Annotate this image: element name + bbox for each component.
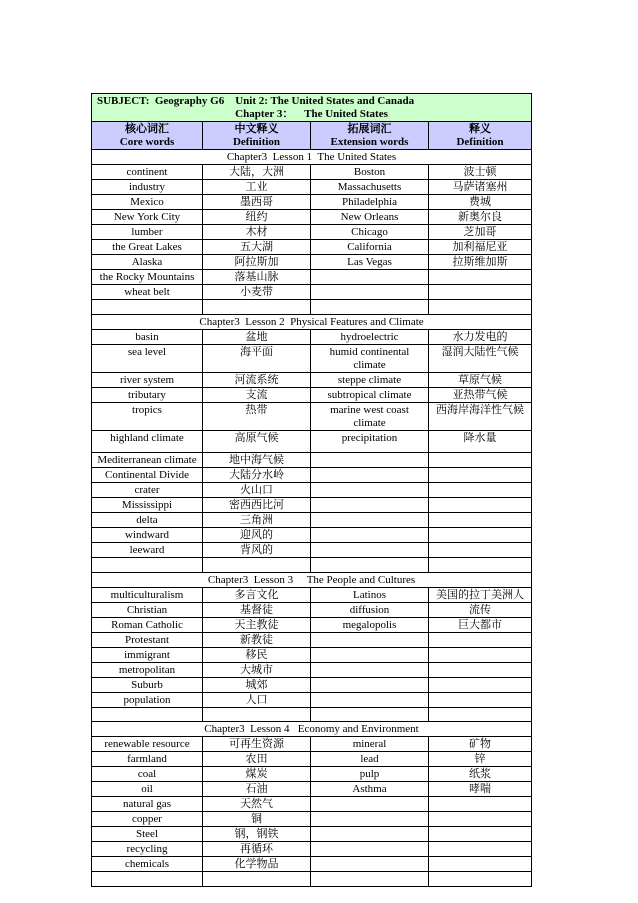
extension-word <box>311 285 429 300</box>
definition: 河流系统 <box>203 372 311 387</box>
core-word: tropics <box>92 402 203 430</box>
core-word: wheat belt <box>92 285 203 300</box>
core-word: recycling <box>92 842 203 857</box>
column-header-definition <box>203 122 311 150</box>
vocab-row <box>92 195 532 210</box>
core-word: river system <box>92 372 203 387</box>
vocab-row <box>92 602 532 617</box>
extension-definition <box>429 812 532 827</box>
extension-word <box>311 482 429 497</box>
extension-word <box>311 497 429 512</box>
vocab-row <box>92 857 532 872</box>
extension-definition: 降水量 <box>429 430 532 452</box>
subject-header-row <box>92 94 532 122</box>
vocab-row <box>92 165 532 180</box>
lesson-title-row <box>92 314 532 329</box>
core-word: Suburb <box>92 677 203 692</box>
definition: 化学物品 <box>203 857 311 872</box>
vocab-row <box>92 707 532 722</box>
lesson-title: Chapter3 Lesson 3 The People and Cultures <box>92 572 532 587</box>
definition: 三角洲 <box>203 512 311 527</box>
core-word: multiculturalism <box>92 587 203 602</box>
core-word: Continental Divide <box>92 467 203 482</box>
extension-word <box>311 270 429 285</box>
column-header-zh: 中文释义 <box>234 123 279 135</box>
extension-definition <box>429 797 532 812</box>
column-header-core-words <box>92 122 203 150</box>
column-header-extension-words <box>311 122 429 150</box>
extension-word <box>311 707 429 722</box>
vocab-row <box>92 827 532 842</box>
definition: 大陆，大洲 <box>203 165 311 180</box>
extension-definition: 水力发电的 <box>429 329 532 344</box>
definition: 密西西比河 <box>203 497 311 512</box>
core-word: population <box>92 692 203 707</box>
definition: 海平面 <box>203 344 311 372</box>
core-word: sea level <box>92 344 203 372</box>
core-word: delta <box>92 512 203 527</box>
extension-word: Massachusetts <box>311 180 429 195</box>
extension-word: hydroelectric <box>311 329 429 344</box>
core-word: farmland <box>92 752 203 767</box>
column-header-row <box>92 122 532 150</box>
definition: 支流 <box>203 387 311 402</box>
vocab-row <box>92 387 532 402</box>
subject-title: SUBJECT: Geography G6 Unit 2: The United States and Canada <box>97 95 415 107</box>
vocab-row <box>92 632 532 647</box>
definition: 木材 <box>203 225 311 240</box>
extension-word: pulp <box>311 767 429 782</box>
vocab-row <box>92 452 532 467</box>
core-word: Mediterranean climate <box>92 452 203 467</box>
core-word: Christian <box>92 602 203 617</box>
extension-definition: 流传 <box>429 602 532 617</box>
vocab-row <box>92 587 532 602</box>
definition: 可再生资源 <box>203 737 311 752</box>
vocab-row <box>92 752 532 767</box>
extension-definition: 马萨诸塞州 <box>429 180 532 195</box>
core-word: Mexico <box>92 195 203 210</box>
vocab-row <box>92 557 532 572</box>
extension-word: New Orleans <box>311 210 429 225</box>
vocab-row <box>92 737 532 752</box>
extension-definition: 草原气候 <box>429 372 532 387</box>
vocab-row <box>92 344 532 372</box>
extension-word: diffusion <box>311 602 429 617</box>
core-word: New York City <box>92 210 203 225</box>
vocab-row <box>92 692 532 707</box>
vocab-row <box>92 270 532 285</box>
extension-definition: 芝加哥 <box>429 225 532 240</box>
column-header-extension-definition <box>429 122 532 150</box>
definition <box>203 300 311 315</box>
core-word: basin <box>92 329 203 344</box>
definition: 城郊 <box>203 677 311 692</box>
definition: 热带 <box>203 402 311 430</box>
extension-definition <box>429 497 532 512</box>
definition: 天然气 <box>203 797 311 812</box>
core-word: Mississippi <box>92 497 203 512</box>
extension-word <box>311 842 429 857</box>
extension-word: humid continental climate <box>311 344 429 372</box>
lesson-title-row <box>92 150 532 165</box>
extension-definition: 湿润大陆性气候 <box>429 344 532 372</box>
definition: 铜 <box>203 812 311 827</box>
vocab-row <box>92 240 532 255</box>
definition: 人口 <box>203 692 311 707</box>
vocab-row <box>92 812 532 827</box>
extension-word <box>311 692 429 707</box>
extension-word: megalopolis <box>311 617 429 632</box>
core-word: immigrant <box>92 647 203 662</box>
definition: 墨西哥 <box>203 195 311 210</box>
extension-word <box>311 542 429 557</box>
extension-definition <box>429 482 532 497</box>
extension-definition: 哮喘 <box>429 782 532 797</box>
extension-definition <box>429 647 532 662</box>
extension-word: steppe climate <box>311 372 429 387</box>
column-header-zh: 释义 <box>469 123 492 135</box>
extension-word <box>311 632 429 647</box>
extension-definition <box>429 707 532 722</box>
extension-definition: 美国的拉丁美洲人 <box>429 587 532 602</box>
definition: 大城市 <box>203 662 311 677</box>
vocab-row <box>92 512 532 527</box>
core-word: Steel <box>92 827 203 842</box>
core-word <box>92 300 203 315</box>
vocabulary-body <box>92 150 532 887</box>
core-word <box>92 707 203 722</box>
extension-word: Boston <box>311 165 429 180</box>
vocab-row <box>92 300 532 315</box>
extension-definition: 巨大都市 <box>429 617 532 632</box>
core-word: the Great Lakes <box>92 240 203 255</box>
vocab-row <box>92 430 532 452</box>
extension-word <box>311 797 429 812</box>
vocab-row <box>92 617 532 632</box>
subject-header <box>92 94 532 122</box>
extension-definition <box>429 527 532 542</box>
lesson-title: Chapter3 Lesson 1 The United States <box>92 150 532 165</box>
definition <box>203 872 311 887</box>
core-word <box>92 557 203 572</box>
definition <box>203 707 311 722</box>
extension-word: lead <box>311 752 429 767</box>
extension-word <box>311 872 429 887</box>
core-word: continent <box>92 165 203 180</box>
extension-word: subtropical climate <box>311 387 429 402</box>
vocab-row <box>92 647 532 662</box>
extension-definition <box>429 857 532 872</box>
vocab-row <box>92 797 532 812</box>
core-word: metropolitan <box>92 662 203 677</box>
extension-definition: 锌 <box>429 752 532 767</box>
core-word: natural gas <box>92 797 203 812</box>
extension-definition <box>429 512 532 527</box>
extension-word: precipitation <box>311 430 429 452</box>
extension-definition: 拉斯维加斯 <box>429 255 532 270</box>
core-word: coal <box>92 767 203 782</box>
vocab-row <box>92 782 532 797</box>
core-word: renewable resource <box>92 737 203 752</box>
definition: 农田 <box>203 752 311 767</box>
vocab-row <box>92 482 532 497</box>
extension-definition <box>429 452 532 467</box>
definition: 五大湖 <box>203 240 311 255</box>
extension-word <box>311 452 429 467</box>
core-word: the Rocky Mountains <box>92 270 203 285</box>
vocab-row <box>92 329 532 344</box>
core-word: windward <box>92 527 203 542</box>
vocab-row <box>92 497 532 512</box>
extension-definition <box>429 842 532 857</box>
definition: 小麦带 <box>203 285 311 300</box>
definition: 工业 <box>203 180 311 195</box>
vocabulary-table <box>91 93 532 887</box>
extension-word <box>311 557 429 572</box>
extension-word: Asthma <box>311 782 429 797</box>
lesson-title-row <box>92 722 532 737</box>
extension-word <box>311 300 429 315</box>
extension-definition: 亚热带气候 <box>429 387 532 402</box>
core-word: industry <box>92 180 203 195</box>
core-word: lumber <box>92 225 203 240</box>
extension-word <box>311 647 429 662</box>
extension-word: California <box>311 240 429 255</box>
extension-word: Las Vegas <box>311 255 429 270</box>
extension-word <box>311 827 429 842</box>
extension-word: Latinos <box>311 587 429 602</box>
definition: 火山口 <box>203 482 311 497</box>
column-header-en: Definition <box>232 136 281 148</box>
vocab-row <box>92 372 532 387</box>
extension-definition <box>429 542 532 557</box>
core-word: oil <box>92 782 203 797</box>
lesson-title-row <box>92 572 532 587</box>
extension-definition <box>429 827 532 842</box>
extension-word <box>311 812 429 827</box>
column-header-en: Core words <box>119 136 175 148</box>
extension-definition <box>429 632 532 647</box>
chapter-title: Chapter 3： The United States <box>235 108 388 120</box>
core-word: chemicals <box>92 857 203 872</box>
definition: 高原气候 <box>203 430 311 452</box>
extension-word <box>311 677 429 692</box>
extension-definition <box>429 872 532 887</box>
definition: 再循环 <box>203 842 311 857</box>
vocab-row <box>92 255 532 270</box>
extension-definition: 纸浆 <box>429 767 532 782</box>
extension-definition: 加利福尼亚 <box>429 240 532 255</box>
vocab-row <box>92 210 532 225</box>
definition: 背风的 <box>203 542 311 557</box>
definition: 大陆分水岭 <box>203 467 311 482</box>
core-word: Protestant <box>92 632 203 647</box>
extension-word <box>311 512 429 527</box>
vocab-row <box>92 285 532 300</box>
definition: 迎风的 <box>203 527 311 542</box>
definition: 天主教徒 <box>203 617 311 632</box>
vocab-row <box>92 662 532 677</box>
definition: 基督徒 <box>203 602 311 617</box>
lesson-title: Chapter3 Lesson 4 Economy and Environment <box>92 722 532 737</box>
column-header-zh: 拓展词汇 <box>347 123 392 135</box>
extension-word: Chicago <box>311 225 429 240</box>
extension-definition <box>429 662 532 677</box>
extension-definition <box>429 300 532 315</box>
definition: 煤炭 <box>203 767 311 782</box>
extension-definition <box>429 677 532 692</box>
definition: 移民 <box>203 647 311 662</box>
vocab-row <box>92 767 532 782</box>
definition: 多言文化 <box>203 587 311 602</box>
extension-word: Philadelphia <box>311 195 429 210</box>
core-word: crater <box>92 482 203 497</box>
extension-word <box>311 467 429 482</box>
extension-definition <box>429 270 532 285</box>
vocab-row <box>92 225 532 240</box>
column-header-zh: 核心词汇 <box>125 123 169 135</box>
core-word: Alaska <box>92 255 203 270</box>
vocab-row <box>92 872 532 887</box>
core-word: leeward <box>92 542 203 557</box>
definition: 地中海气候 <box>203 452 311 467</box>
extension-definition: 新奥尔良 <box>429 210 532 225</box>
vocab-row <box>92 542 532 557</box>
vocab-row <box>92 527 532 542</box>
vocab-row <box>92 402 532 430</box>
vocab-row <box>92 677 532 692</box>
extension-word: marine west coast climate <box>311 402 429 430</box>
core-word: highland climate <box>92 430 203 452</box>
extension-word: mineral <box>311 737 429 752</box>
lesson-title: Chapter3 Lesson 2 Physical Features and Climate <box>92 314 532 329</box>
vocab-row <box>92 467 532 482</box>
extension-word <box>311 857 429 872</box>
core-word: copper <box>92 812 203 827</box>
definition: 钢，钢铁 <box>203 827 311 842</box>
definition: 新教徒 <box>203 632 311 647</box>
extension-definition: 西海岸海洋性气候 <box>429 402 532 430</box>
extension-definition <box>429 467 532 482</box>
vocab-row <box>92 842 532 857</box>
definition: 落基山脉 <box>203 270 311 285</box>
column-header-en: Definition <box>456 136 504 148</box>
core-word <box>92 872 203 887</box>
extension-word <box>311 662 429 677</box>
extension-definition <box>429 692 532 707</box>
definition: 盆地 <box>203 329 311 344</box>
definition: 纽约 <box>203 210 311 225</box>
definition: 阿拉斯加 <box>203 255 311 270</box>
column-header-en: Extension words <box>330 136 409 148</box>
extension-definition: 费城 <box>429 195 532 210</box>
extension-word <box>311 527 429 542</box>
core-word: Roman Catholic <box>92 617 203 632</box>
extension-definition <box>429 557 532 572</box>
vocab-row <box>92 180 532 195</box>
extension-definition: 矿物 <box>429 737 532 752</box>
definition <box>203 557 311 572</box>
extension-definition: 波士顿 <box>429 165 532 180</box>
definition: 石油 <box>203 782 311 797</box>
extension-definition <box>429 285 532 300</box>
core-word: tributary <box>92 387 203 402</box>
